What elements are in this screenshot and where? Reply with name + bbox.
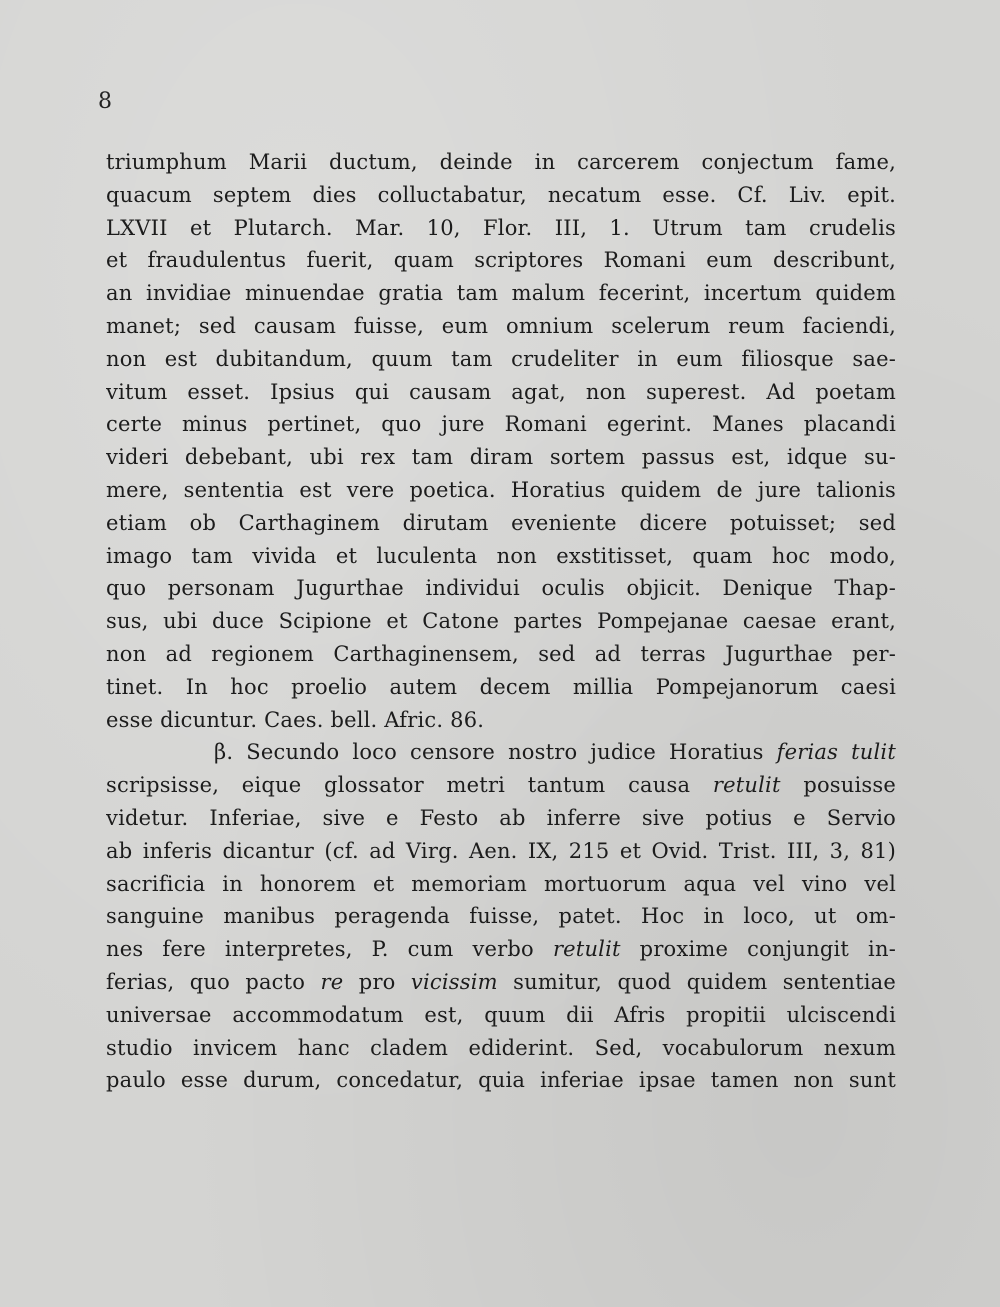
text-line: LXVII et Plutarch. Mar. 10, Flor. III, 1. Utrum tam crudelis <box>106 215 896 240</box>
italic-run: retulit <box>712 773 781 798</box>
paragraph-1 <box>106 146 896 736</box>
text-line: quacum septem dies colluctabatur, necatum esse. Cf. Liv. epit. <box>106 182 896 207</box>
text-line: certe minus pertinet, quo jure Romani egerint. Manes placandi <box>106 412 896 437</box>
text-run: pro <box>343 969 411 994</box>
text-line: mere, sententia est vere poetica. Horatius quidem de jure talionis <box>106 477 896 502</box>
text-line-with-italic <box>106 769 896 802</box>
italic-run: re <box>320 969 344 994</box>
text-run: sumitur, quod quidem sententiae <box>497 969 896 994</box>
text-line: triumphum Marii ductum, deinde in carcerem conjectum fame, <box>106 150 896 174</box>
text-line: sanguine manibus peragenda fuisse, patet. Hoc in loco, ut om- <box>106 904 896 929</box>
paragraph-2 <box>106 736 896 1097</box>
text-line: videtur. Inferiae, sive e Festo ab inferre sive potius e Servio <box>106 805 896 830</box>
text-line: videri debebant, ubi rex tam diram sortem passus est, idque su- <box>106 445 896 470</box>
body-text <box>106 146 896 1097</box>
text-line: imago tam vivida et luculenta non exstitisset, quam hoc modo, <box>106 543 896 568</box>
italic-run: ferias tulit <box>776 740 896 765</box>
text-line-with-italic <box>106 736 896 769</box>
text-line: quo personam Jugurthae individui oculis objicit. Denique Thap- <box>106 576 896 601</box>
text-line: universae accommodatum est, quum dii Afris propitii ulciscendi <box>106 1002 896 1027</box>
text-line: studio invicem hanc cladem ediderint. Sed, vocabulorum nexum <box>106 1035 896 1060</box>
text-run: ferias, quo pacto <box>106 969 321 994</box>
text-line: sus, ubi duce Scipione et Catone partes Pompejanae caesae erant, <box>106 609 896 634</box>
text-run: proxime conjungit in- <box>620 937 896 962</box>
text-line: manet; sed causam fuisse, eum omnium scelerum reum faciendi, <box>106 313 896 338</box>
text-run: nes fere interpretes, P. cum verbo <box>106 937 553 962</box>
text-line: sacrificia in honorem et memoriam mortuorum aqua vel vino vel <box>106 871 896 896</box>
text-line: non est dubitandum, quum tam crudeliter in eum filiosque sae- <box>106 346 896 371</box>
text-run: scripsisse, eique glossator metri tantum causa <box>106 773 713 798</box>
text-run: β. Secundo loco censore nostro judice Horatius <box>214 740 777 765</box>
text-line: an invidiae minuendae gratia tam malum fecerint, incertum quidem <box>106 281 896 306</box>
text-run: posuisse <box>780 773 896 798</box>
text-line-with-italic <box>106 933 896 966</box>
text-line: etiam ob Carthaginem dirutam eveniente dicere potuisset; sed <box>106 510 896 535</box>
text-line: ab inferis dicantur (cf. ad Virg. Aen. IX, 215 et Ovid. Trist. III, 3, 81) <box>106 838 896 863</box>
page-number: 8 <box>98 89 112 114</box>
text-line: vitum esset. Ipsius qui causam agat, non superest. Ad poetam <box>106 379 896 404</box>
text-line: paulo esse durum, concedatur, quia inferiae ipsae tamen non sunt <box>106 1068 896 1093</box>
text-line-with-italic <box>106 966 896 999</box>
text-line: tinet. In hoc proelio autem decem millia Pompejanorum caesi <box>106 674 896 699</box>
italic-run: retulit <box>552 937 621 962</box>
text-line: et fraudulentus fuerit, quam scriptores Romani eum describunt, <box>106 248 896 273</box>
italic-run: vicissim <box>410 969 498 994</box>
text-line: esse dicuntur. Caes. bell. Afric. 86. <box>106 707 485 732</box>
text-line: non ad regionem Carthaginensem, sed ad terras Jugurthae per- <box>106 641 896 666</box>
